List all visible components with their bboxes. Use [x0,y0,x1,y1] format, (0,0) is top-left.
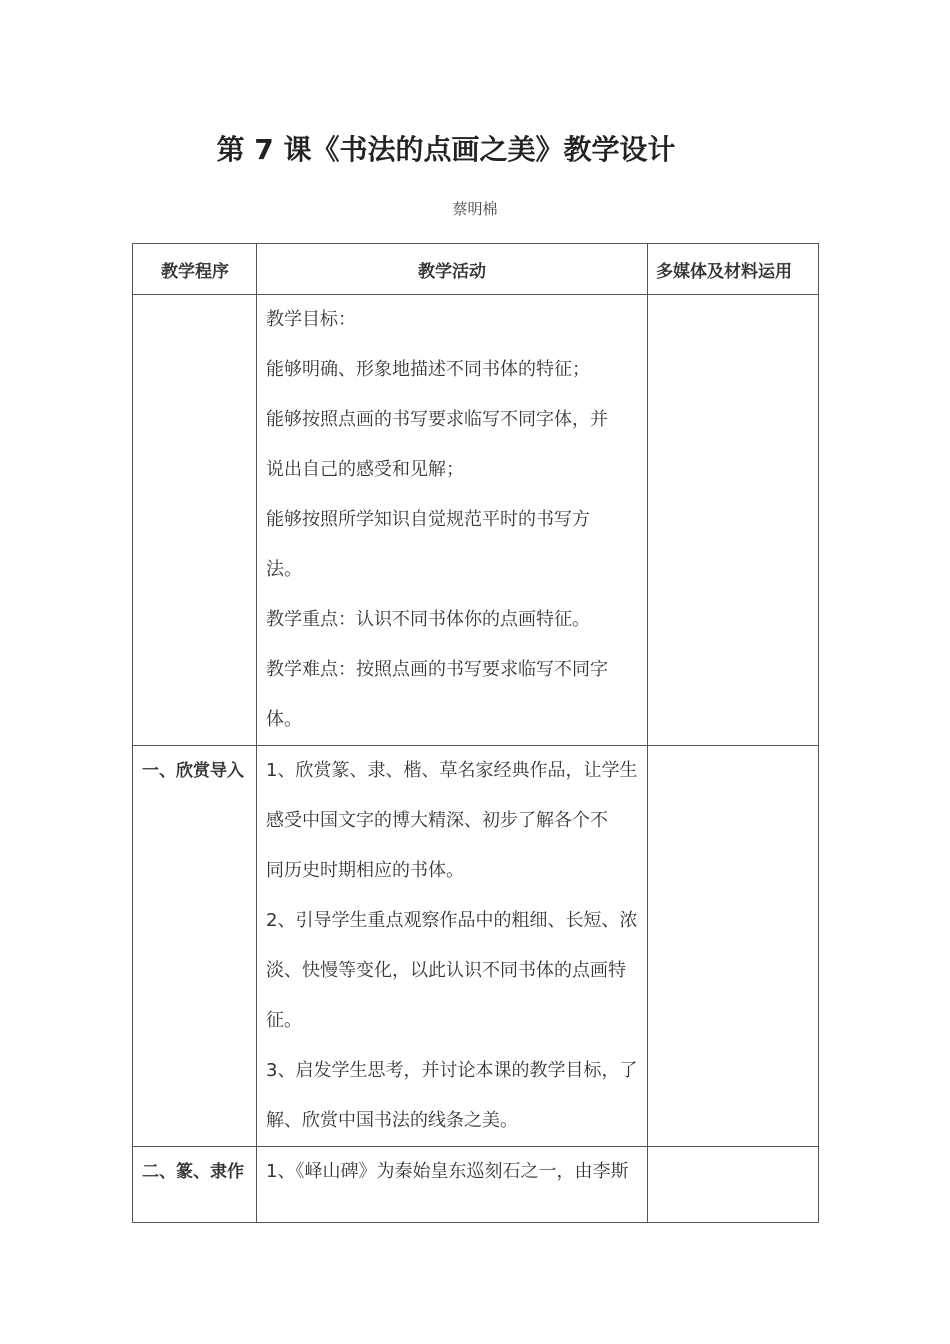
activity-line: 1、《峄山碑》为秦始皇东巡刻石之一，由李斯 [266,1161,629,1182]
header-media: 多媒体及材料运用 [648,244,819,295]
header-activity: 教学活动 [257,244,648,295]
media-cell [648,746,819,1147]
activity-line: 1、欣赏篆、隶、楷、草名家经典作品，让学生 [266,760,638,781]
activity-cell [257,1147,648,1223]
document-author: 蔡明棉 [452,200,498,218]
lesson-plan-table [132,243,819,1223]
activity-line: 解、欣赏中国书法的线条之美。 [266,1110,518,1131]
procedure-cell [133,746,257,1147]
activity-cell [257,295,648,746]
procedure-cell [133,295,257,746]
stage-label: 一、欣赏导入 [142,761,244,781]
activity-line: 教学重点：认识不同书体你的点画特征。 [266,609,590,630]
table-row [133,746,819,1147]
activity-line: 能够按照点画的书写要求临写不同字体，并 [266,409,608,430]
activity-line: 教学难点：按照点画的书写要求临写不同字 [266,659,608,680]
activity-line: 征。 [266,1010,302,1031]
activity-line: 体。 [266,709,302,730]
header-procedure: 教学程序 [133,244,257,295]
media-cell [648,1147,819,1223]
activity-line: 法。 [266,559,302,580]
activity-cell [257,746,648,1147]
stage-label: 二、篆、隶作 [142,1162,244,1182]
table-row [133,295,819,746]
activity-line: 说出自己的感受和见解； [266,459,464,480]
activity-line: 同历史时期相应的书体。 [266,860,464,881]
activity-line: 能够按照所学知识自觉规范平时的书写方 [266,509,590,530]
media-cell [648,295,819,746]
table-row [133,1147,819,1223]
activity-line: 感受中国文字的博大精深、初步了解各个不 [266,810,608,831]
activity-line: 淡、快慢等变化，以此认识不同书体的点画特 [266,960,626,981]
procedure-cell [133,1147,257,1223]
document-title: 第 7 课《书法的点画之美》教学设计 [216,133,676,166]
table-header-row [133,244,819,295]
activity-line: 能够明确、形象地描述不同书体的特征； [266,359,590,380]
activity-line: 2、引导学生重点观察作品中的粗细、长短、浓 [266,910,638,931]
activity-line: 3、启发学生思考，并讨论本课的教学目标，了 [266,1060,638,1081]
stage-label [133,295,256,345]
activity-line: 教学目标： [266,309,356,330]
